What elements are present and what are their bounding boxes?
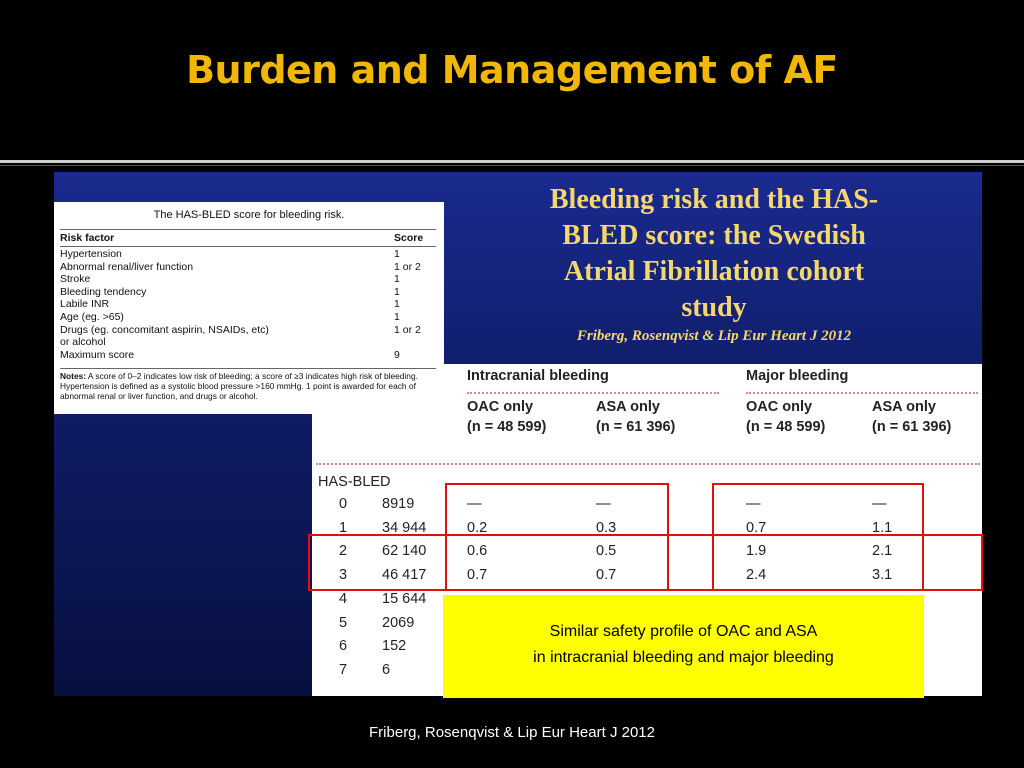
risk-factor: Stroke bbox=[60, 273, 91, 286]
column-header-n: (n = 61 396) bbox=[872, 419, 952, 435]
highlight-rows-2-3 bbox=[308, 534, 983, 591]
has-bled-score-cell: 1 bbox=[339, 519, 348, 536]
title-divider bbox=[0, 160, 1024, 163]
has-bled-score-cell: 2 bbox=[339, 543, 348, 560]
footer-citation: Friberg, Rosenqvist & Lip Eur Heart J 2012 bbox=[369, 724, 655, 741]
group-major-bleeding: Major bleeding bbox=[746, 368, 849, 384]
bleeding-rate-cell: 0.5 bbox=[596, 543, 617, 560]
dotted-rule bbox=[316, 463, 980, 465]
risk-score: 1 bbox=[394, 285, 400, 298]
risk-score: 9 bbox=[394, 348, 400, 361]
has-bled-row bbox=[60, 336, 436, 349]
column-header bbox=[467, 397, 546, 437]
row-label-has-bled: HAS-BLED bbox=[318, 474, 391, 490]
bleeding-rate-cell: 0.3 bbox=[596, 519, 617, 536]
group-intracranial-bleeding: Intracranial bleeding bbox=[467, 368, 609, 384]
patient-count-cell: 152 bbox=[382, 638, 407, 655]
risk-factor: Labile INR bbox=[60, 298, 110, 311]
column-header bbox=[872, 397, 951, 437]
risk-factor: or alcohol bbox=[60, 336, 106, 349]
has-bled-score-cell: 4 bbox=[339, 590, 348, 607]
has-bled-row bbox=[60, 324, 436, 337]
bleeding-rate-cell: 0.7 bbox=[746, 519, 767, 536]
headline-line: Atrial Fibrillation cohort bbox=[563, 256, 865, 287]
bleeding-rate-cell: 0.7 bbox=[596, 567, 617, 584]
bleeding-rate-cell: — bbox=[596, 496, 611, 512]
bleeding-rate-cell: 0.7 bbox=[467, 567, 488, 584]
column-header-label: ASA only bbox=[596, 399, 660, 415]
risk-factor: Hypertension bbox=[60, 248, 122, 260]
risk-factor: Bleeding tendency bbox=[60, 285, 147, 298]
has-bled-title: The HAS-BLED score for bleeding risk. bbox=[153, 209, 345, 221]
risk-factor: Abnormal renal/liver function bbox=[60, 260, 194, 273]
bleeding-rate-cell: 2.1 bbox=[872, 543, 893, 560]
risk-score: 1 bbox=[394, 273, 400, 286]
bleeding-rate-cell: 1.1 bbox=[872, 519, 893, 536]
patient-count-cell: 62 140 bbox=[382, 543, 427, 560]
has-bled-row bbox=[60, 349, 436, 362]
bleeding-rate-cell: 0.2 bbox=[467, 519, 488, 536]
has-bled-row bbox=[60, 311, 436, 324]
title-divider-thin bbox=[0, 165, 1024, 166]
notes-text: A score of 0–2 indicates low risk of bleeding; a score of ≥3 indicates high risk of bleeding. Hypertension is defined as a systolic blood pressure >160 mmHg. 1 point is awarded for each of abnormal renal or liver function, and drugs or alcohol. bbox=[60, 371, 418, 401]
has-bled-row bbox=[60, 273, 436, 286]
has-bled-score-cell: 3 bbox=[339, 567, 348, 584]
has-bled-row bbox=[60, 248, 436, 261]
has-bled-score-cell: 7 bbox=[339, 661, 348, 678]
risk-score: 1 or 2 bbox=[394, 323, 421, 336]
has-bled-score-cell: 0 bbox=[339, 496, 348, 512]
column-header-label: ASA only bbox=[872, 399, 936, 415]
patient-count-cell: 15 644 bbox=[382, 590, 427, 607]
bleeding-rate-cell: — bbox=[872, 496, 887, 512]
headline-line: Bleeding risk and the HAS- bbox=[549, 184, 879, 215]
column-header-label: OAC only bbox=[746, 399, 813, 415]
notes-label: Notes: bbox=[60, 371, 87, 381]
callout-line: Similar safety profile of OAC and ASA bbox=[549, 623, 818, 640]
column-header bbox=[746, 397, 825, 437]
slide-title: Burden and Management of AF bbox=[186, 48, 838, 92]
has-bled-row bbox=[60, 261, 436, 274]
column-header bbox=[596, 397, 675, 437]
callout-line: in intracranial bleeding and major bleeding bbox=[533, 649, 834, 666]
header-risk-factor: Risk factor bbox=[60, 232, 115, 244]
risk-score: 1 bbox=[394, 310, 400, 323]
bleeding-rate-cell: 2.4 bbox=[746, 567, 767, 584]
has-bled-score-cell: 5 bbox=[339, 614, 348, 631]
has-bled-row bbox=[60, 298, 436, 311]
bleeding-rate-cell: — bbox=[746, 496, 761, 512]
patient-count-cell: 2069 bbox=[382, 614, 415, 631]
patient-count-cell: 8919 bbox=[382, 496, 415, 512]
has-bled-header bbox=[60, 229, 436, 247]
risk-score: 1 bbox=[394, 248, 400, 260]
patient-count-cell: 6 bbox=[382, 661, 391, 678]
study-citation: Friberg, Rosenqvist & Lip Eur Heart J 2012 bbox=[576, 328, 852, 344]
risk-score: 1 bbox=[394, 298, 400, 311]
has-bled-rows bbox=[60, 248, 436, 361]
column-header-n: (n = 48 599) bbox=[746, 419, 826, 435]
headline-line: BLED score: the Swedish bbox=[562, 220, 866, 251]
bleeding-rate-cell: 1.9 bbox=[746, 543, 767, 560]
patient-count-cell: 34 944 bbox=[382, 519, 427, 536]
patient-count-cell: 46 417 bbox=[382, 567, 427, 584]
study-headline bbox=[464, 182, 964, 326]
has-bled-row bbox=[60, 286, 436, 299]
bleeding-rate-cell: 3.1 bbox=[872, 567, 893, 584]
header-score: Score bbox=[394, 232, 424, 244]
risk-factor: Age (eg. >65) bbox=[60, 310, 124, 323]
risk-score: 1 or 2 bbox=[394, 260, 421, 273]
dotted-rule bbox=[467, 392, 719, 394]
conclusion-callout bbox=[443, 595, 924, 698]
has-bled-score-box bbox=[54, 202, 444, 414]
column-header-label: OAC only bbox=[467, 399, 534, 415]
bleeding-rate-cell: — bbox=[467, 496, 482, 512]
headline-line: study bbox=[681, 292, 747, 323]
column-header-n: (n = 61 396) bbox=[596, 419, 676, 435]
has-bled-score-cell: 6 bbox=[339, 638, 348, 655]
risk-factor: Drugs (eg. concomitant aspirin, NSAIDs, etc) bbox=[60, 323, 269, 336]
bleeding-rate-cell: 0.6 bbox=[467, 543, 488, 560]
column-header-n: (n = 48 599) bbox=[467, 419, 547, 435]
risk-factor: Maximum score bbox=[60, 348, 135, 361]
dotted-rule bbox=[746, 392, 978, 394]
has-bled-notes bbox=[60, 368, 436, 401]
